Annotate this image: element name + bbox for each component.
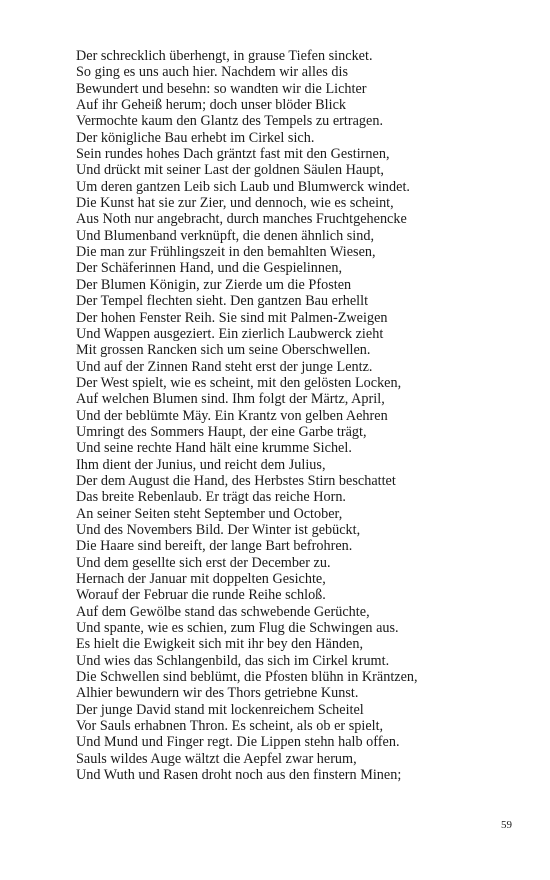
poem-line: Und der beblümte Mäy. Ein Krantz von gelben Aehren [76,407,388,424]
poem-line: Der hohen Fenster Reih. Sie sind mit Palmen-Zweigen [76,309,388,326]
poem-line: Und Mund und Finger regt. Die Lippen stehn halb offen. [76,734,400,751]
poem-line: Sauls wildes Auge wältzt die Aepfel zwar herum, [76,750,357,767]
page-number: 59 [501,819,512,831]
poem-line: Und auf der Zinnen Rand steht erst der junge Lentz. [76,358,373,375]
poem-line: Der schrecklich überhengt, in grause Tiefen sincket. [76,48,373,64]
poem-line: Und drückt mit seiner Last der goldnen Säulen Haupt, [76,162,384,179]
poem-line: Das breite Rebenlaub. Er trägt das reiche Horn. [76,489,347,506]
poem-line: Und wies das Schlangenbild, das sich im Cirkel krumt. [76,652,390,669]
poem-line: Umringt des Sommers Haupt, der eine Garbe trägt, [76,423,367,440]
poem-line: Die man zur Frühlingszeit in den bemahlten Wiesen, [76,244,376,261]
poem-line: Und Wuth und Rasen droht noch aus den finstern Minen; [76,767,402,784]
poem-line: Und des Novembers Bild. Der Winter ist gebückt, [76,521,361,538]
poem-line: Und Wappen ausgeziert. Ein zierlich Laubwerck zieht [76,325,384,342]
poem-line: Der Tempel flechten sieht. Den gantzen Bau erhellt [76,293,369,310]
poem-line: Vor Sauls erhabnen Thron. Es scheint, als ob er spielt, [76,718,384,735]
poem-line: Auf ihr Geheiß herum; doch unser blöder Blick [76,97,346,114]
poem-line: Es hielt die Ewigkeit sich mit ihr bey den Händen, [76,636,364,653]
poem-line: Der Schäferinnen Hand, und die Gespielinnen, [76,260,343,277]
poem-line: Und spante, wie es schien, zum Flug die Schwingen aus. [76,620,399,637]
poem-line: Auf dem Gewölbe stand das schwebende Gerüchte, [76,603,370,620]
poem-line: Der dem August die Hand, des Herbstes Stirn beschattet [76,472,396,489]
poem-text [76,48,516,783]
poem-line: Alhier bewundern wir des Thors getriebne Kunst. [76,685,359,702]
poem-line: Bewundert und besehn: so wandten wir die Lichter [76,80,367,97]
poem-line: Und Blumenband verknüpft, die denen ähnlich sind, [76,227,375,244]
poem-line: Worauf der Februar die runde Reihe schloß. [76,587,326,604]
poem-line: Aus Noth nur angebracht, durch manches Fruchtgehencke [76,211,407,228]
poem-line: Der junge David stand mit lockenreichem Scheitel [76,701,364,718]
poem-line: Auf welchen Blumen sind. Ihm folgt der Märtz, April, [76,391,385,408]
poem-line: Die Kunst hat sie zur Zier, und dennoch, wie es scheint, [76,195,394,212]
poem-line: Und dem gesellte sich erst der December zu. [76,554,331,571]
poem-line: Der Blumen Königin, zur Zierde um die Pfosten [76,276,352,293]
poem-line: Der königliche Bau erhebt im Cirkel sich. [76,129,315,146]
poem-line: Der West spielt, wie es scheint, mit den gelösten Locken, [76,374,402,391]
poem-line: Die Haare sind bereift, der lange Bart befrohren. [76,538,353,555]
poem-line: Hernach der Januar mit doppelten Gesichte, [76,571,326,587]
poem-line: Ihm dient der Junius, und reicht dem Julius, [76,456,326,473]
poem-line: Mit grossen Rancken sich um seine Oberschwellen. [76,342,371,359]
poem-line: Die Schwellen sind beblümt, die Pfosten blühn in Kräntzen, [76,669,418,686]
poem-line: So ging es uns auch hier. Nachdem wir alles dis [76,64,349,81]
poem-line: Um deren gantzen Leib sich Laub und Blumwerck windet. [76,178,410,195]
poem-line: Sein rundes hohes Dach gräntzt fast mit den Gestirnen, [76,146,390,163]
poem-line: An seiner Seiten steht September und October, [76,505,343,522]
poem-line: Vermochte kaum den Glantz des Tempels zu ertragen. [76,113,384,130]
poem-line: Und seine rechte Hand hält eine krumme Sichel. [76,440,352,457]
